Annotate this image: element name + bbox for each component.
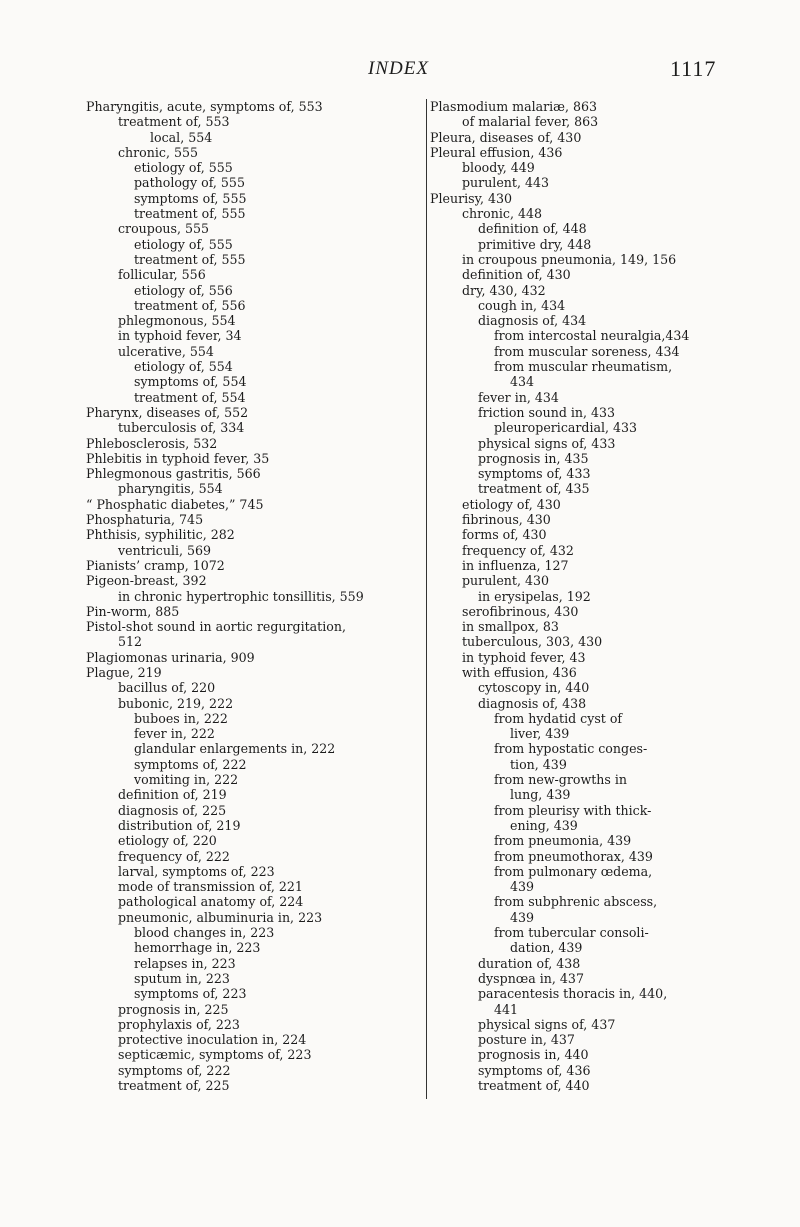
index-entry: treatment of, 440 <box>478 1078 590 1093</box>
index-entry: pathology of, 555 <box>134 175 245 191</box>
index-entry: diagnosis of, 225 <box>118 802 227 818</box>
index-entry: in influenza, 127 <box>462 557 569 573</box>
index-entry: symptoms of, 554 <box>134 374 247 390</box>
index-entry: pleuropericardial, 433 <box>494 420 638 436</box>
index-entry: duration of, 438 <box>478 955 581 971</box>
index-entry: fibrinous, 430 <box>462 512 551 528</box>
index-entry: forms of, 430 <box>462 527 547 543</box>
index-entry: cytoscopy in, 440 <box>478 680 590 696</box>
index-entry: mode of transmission of, 221 <box>118 879 303 895</box>
index-entry: in croupous pneumonia, 149, 156 <box>462 251 677 267</box>
index-entry: from pleurisy with thick- <box>494 802 652 818</box>
index-entry: cough in, 434 <box>478 297 566 313</box>
index-entry: Pianists’ cramp, 1072 <box>86 557 225 573</box>
index-entry: from pneumonia, 439 <box>494 833 632 849</box>
index-entry: symptoms of, 222 <box>118 1062 231 1078</box>
index-entry: from subphrenic abscess, <box>494 894 658 910</box>
index-entry: 434 <box>510 374 535 390</box>
index-entry: Pleura, diseases of, 430 <box>430 129 582 145</box>
index-entry: 441 <box>494 1001 519 1017</box>
index-entry: from new-growths in <box>494 772 628 788</box>
index-entry: prognosis in, 440 <box>478 1047 589 1063</box>
index-entry: treatment of, 556 <box>134 297 246 313</box>
index-entry: etiology of, 220 <box>118 833 217 849</box>
index-entry: Pleural effusion, 436 <box>430 144 563 160</box>
index-entry: ulcerative, 554 <box>118 343 214 359</box>
index-entry: liver, 439 <box>510 726 570 742</box>
index-entry: pneumonic, albuminuria in, 223 <box>118 909 323 925</box>
index-entry: purulent, 430 <box>462 573 550 589</box>
index-entry: physical signs of, 437 <box>478 1016 616 1032</box>
index-entry: prophylaxis of, 223 <box>118 1016 240 1032</box>
index-entry: prognosis in, 435 <box>478 450 589 466</box>
index-entry: Phthisis, syphilitic, 282 <box>86 527 235 543</box>
index-entry: Plague, 219 <box>86 664 162 680</box>
index-entry: Pigeon-breast, 392 <box>86 573 207 589</box>
index-entry: from hypostatic conges- <box>494 741 648 757</box>
index-entry: Pharynx, diseases of, 552 <box>86 404 249 420</box>
index-entry: of malarial fever, 863 <box>462 114 599 130</box>
index-entry: from pneumothorax, 439 <box>494 848 653 864</box>
index-entry: diagnosis of, 434 <box>478 313 587 329</box>
index-entry: in erysipelas, 192 <box>478 588 591 604</box>
index-entry: pathological anatomy of, 224 <box>118 894 304 910</box>
index-entry: frequency of, 432 <box>462 542 574 558</box>
index-entry: larval, symptoms of, 223 <box>118 863 275 879</box>
index-entry: chronic, 555 <box>118 144 199 160</box>
index-entry: tuberculosis of, 334 <box>118 420 245 436</box>
index-entry: symptoms of, 433 <box>478 466 591 482</box>
index-entry: bacillus of, 220 <box>118 680 216 696</box>
index-entry: symptoms of, 436 <box>478 1062 591 1078</box>
index-entry: in chronic hypertrophic tonsillitis, 559 <box>118 588 364 604</box>
index-entry: symptoms of, 223 <box>134 986 247 1002</box>
index-entry: bubonic, 219, 222 <box>118 695 234 711</box>
index-entry: Pistol-shot sound in aortic regurgitation, <box>86 619 346 635</box>
index-entry: local, 554 <box>150 129 213 145</box>
index-entry: “ Phosphatic diabetes,” 745 <box>86 496 264 512</box>
index-entry: Phosphaturia, 745 <box>86 512 204 528</box>
running-title: INDEX <box>368 58 429 79</box>
index-entry: etiology of, 555 <box>134 236 233 252</box>
index-entry: buboes in, 222 <box>134 710 228 726</box>
index-entry: tion, 439 <box>510 756 567 772</box>
index-entry: dation, 439 <box>510 940 583 956</box>
index-entry: septicæmic, symptoms of, 223 <box>118 1047 312 1063</box>
index-entry: follicular, 556 <box>118 267 206 283</box>
index-entry: fever in, 434 <box>478 389 559 405</box>
index-entry: Pleurisy, 430 <box>430 190 513 206</box>
index-entry: Plagiomonas urinaria, 909 <box>86 649 255 665</box>
index-entry: chronic, 448 <box>462 206 543 222</box>
index-entry: sputum in, 223 <box>134 970 230 986</box>
index-entry: serofibrinous, 430 <box>462 603 579 619</box>
index-entry: posture in, 437 <box>478 1032 575 1048</box>
index-entry: from hydatid cyst of <box>494 710 623 726</box>
index-entry: lung, 439 <box>510 787 571 803</box>
index-column-right <box>426 99 760 1099</box>
index-column-left <box>86 99 416 1093</box>
index-entry: 512 <box>118 634 143 650</box>
index-entry: etiology of, 555 <box>134 160 233 176</box>
index-entry: from tubercular consoli- <box>494 925 649 941</box>
index-entry: pharyngitis, 554 <box>118 481 223 497</box>
index-entry: definition of, 219 <box>118 787 227 803</box>
index-entry: in typhoid fever, 34 <box>118 328 242 344</box>
index-entry: treatment of, 435 <box>478 481 590 497</box>
index-entry: etiology of, 556 <box>134 282 233 298</box>
index-entry: treatment of, 553 <box>118 114 230 130</box>
index-entry: dyspnœa in, 437 <box>478 970 584 986</box>
index-entry: glandular enlargements in, 222 <box>134 741 336 757</box>
index-entry: definition of, 448 <box>478 221 587 237</box>
index-entry: symptoms of, 555 <box>134 190 247 206</box>
index-entry: croupous, 555 <box>118 221 210 237</box>
index-entry: treatment of, 554 <box>134 389 246 405</box>
index-entry: distribution of, 219 <box>118 817 241 833</box>
index-entry: relapses in, 223 <box>134 955 236 971</box>
index-entry: from intercostal neuralgia,434 <box>494 328 690 344</box>
index-entry: etiology of, 430 <box>462 496 561 512</box>
index-entry: diagnosis of, 438 <box>478 695 587 711</box>
index-entry: bloody, 449 <box>462 160 535 176</box>
index-entry: 439 <box>510 879 535 895</box>
index-entry: protective inoculation in, 224 <box>118 1032 307 1048</box>
index-entry: ventriculi, 569 <box>118 542 212 558</box>
index-entry: paracentesis thoracis in, 440, <box>478 986 668 1002</box>
index-entry: in smallpox, 83 <box>462 619 559 635</box>
index-entry: from pulmonary œdema, <box>494 863 653 879</box>
index-entry: ening, 439 <box>510 817 578 833</box>
index-entry: prognosis in, 225 <box>118 1001 229 1017</box>
page-number: 1117 <box>670 56 717 81</box>
index-entry: definition of, 430 <box>462 267 571 283</box>
index-entry: frequency of, 222 <box>118 848 230 864</box>
index-entry: blood changes in, 223 <box>134 925 275 941</box>
index-entry: treatment of, 225 <box>118 1078 230 1093</box>
index-entry: from muscular soreness, 434 <box>494 343 680 359</box>
index-entry: physical signs of, 433 <box>478 435 616 451</box>
page-header <box>0 58 800 86</box>
index-entry: from muscular rheumatism, <box>494 359 673 375</box>
index-entry: in typhoid fever, 43 <box>462 649 586 665</box>
index-entry: phlegmonous, 554 <box>118 313 236 329</box>
index-entry: hemorrhage in, 223 <box>134 940 261 956</box>
index-entry: Plasmodium malariæ, 863 <box>430 99 598 114</box>
index-entry: treatment of, 555 <box>134 251 246 267</box>
index-entry: primitive dry, 448 <box>478 236 592 252</box>
index-entry: Pin-worm, 885 <box>86 603 180 619</box>
index-entry: Pharyngitis, acute, symptoms of, 553 <box>86 99 323 114</box>
index-entry: dry, 430, 432 <box>462 282 546 298</box>
index-entry: vomiting in, 222 <box>134 772 239 788</box>
index-entry: Phlebitis in typhoid fever, 35 <box>86 450 270 466</box>
index-entry: purulent, 443 <box>462 175 550 191</box>
index-entry: etiology of, 554 <box>134 359 233 375</box>
index-entry: Phlegmonous gastritis, 566 <box>86 466 261 482</box>
index-entry: with effusion, 436 <box>462 664 577 680</box>
index-entry: treatment of, 555 <box>134 206 246 222</box>
index-entry: friction sound in, 433 <box>478 404 616 420</box>
index-entry: symptoms of, 222 <box>134 756 247 772</box>
index-entry: tuberculous, 303, 430 <box>462 634 603 650</box>
index-entry: Phlebosclerosis, 532 <box>86 435 218 451</box>
index-entry: 439 <box>510 909 535 925</box>
index-entry: fever in, 222 <box>134 726 215 742</box>
